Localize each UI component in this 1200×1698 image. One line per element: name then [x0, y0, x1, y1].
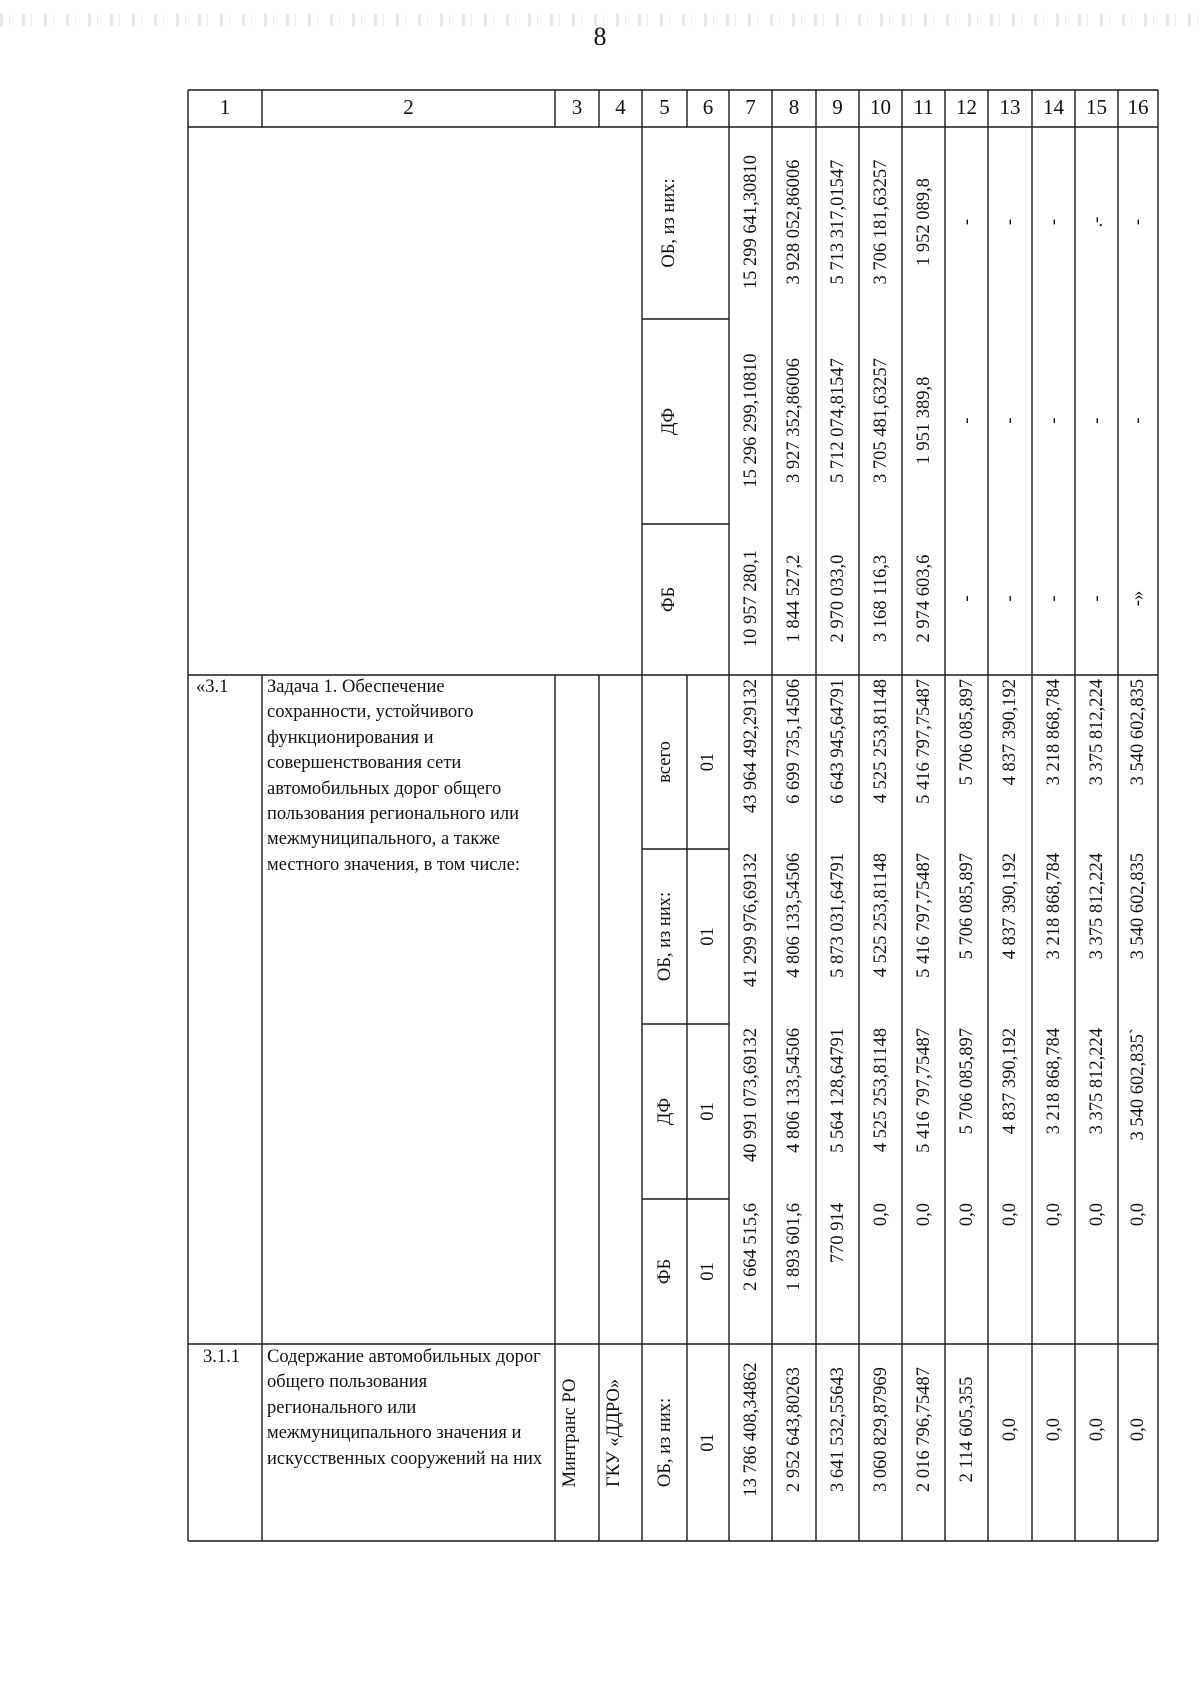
table-cell: 3 375 812,224: [1086, 853, 1107, 960]
table-cell: 3 218 868,784: [1043, 679, 1064, 786]
table-cell: .-: [1086, 216, 1107, 228]
table-cell: 6 699 735,14506: [784, 679, 804, 804]
table-cell: -: [1043, 218, 1064, 226]
fund-label: ОБ, из них:: [658, 178, 679, 268]
table-cell: 3 168 116,3: [870, 554, 891, 643]
table-cell: 1 952 089,8: [913, 178, 934, 266]
budget-code: 01: [698, 1102, 718, 1121]
table-cell: -: [1128, 417, 1148, 424]
table-cell: 2 114 605,355: [956, 1376, 977, 1483]
table-cell: -: [956, 417, 977, 424]
table-cell: 2 974 603,6: [913, 554, 934, 643]
table-cell: 40 991 073,69132: [740, 1028, 761, 1163]
fund-label: всего: [654, 741, 675, 783]
table-cell: 3 540 602,835: [1128, 853, 1148, 960]
table-cell: 13 786 408,34862: [740, 1362, 761, 1497]
table-cell: 0,0: [1128, 1417, 1148, 1442]
table-cell: 15 296 299,10810: [740, 353, 761, 488]
table-cell: 3 927 352,86006: [784, 358, 804, 483]
table-cell: 41 299 976,69132: [740, 853, 761, 988]
table-cell: 10 957 280,1: [740, 549, 761, 648]
table-cell: 2 970 033,0: [827, 554, 848, 643]
table-cell: 5 416 797,75487: [913, 679, 934, 804]
column-number: 9: [832, 95, 843, 119]
table-cell: -»: [1128, 590, 1148, 607]
table-cell: 3 218 868,784: [1043, 1028, 1064, 1135]
fund-label: ФБ: [654, 1258, 675, 1285]
table-cell: -: [1086, 417, 1107, 424]
column-number: 3: [571, 95, 583, 119]
fund-label: ОБ, из них:: [654, 891, 675, 982]
table-cell: 3 706 181,63257: [870, 159, 891, 285]
table-cell: 0,0: [1086, 1203, 1107, 1227]
table-cell: 2 664 515,6: [740, 1203, 761, 1291]
table-cell: 2 952 643,80263: [784, 1367, 804, 1492]
column-number: 4: [615, 95, 626, 119]
fund-label: ОБ, из них:: [654, 1397, 675, 1488]
table-cell: 4 837 390,192: [1000, 853, 1020, 960]
table-cell: 3 928 052,86006: [784, 159, 804, 285]
column-number: 15: [1086, 95, 1107, 119]
task-description: Задача 1. Обеспечение сохранности, устойчивого функционирования и совершенствования сети автомобильных дорог общего пользования регионального или межмуниципального, а также местного значения, в том числе:: [267, 677, 521, 875]
table-cell: -: [1000, 417, 1020, 424]
table-cell: 4 525 253,81148: [870, 679, 891, 804]
table-cell: -: [956, 595, 977, 602]
table-cell: 1 951 389,8: [913, 376, 934, 465]
column-number: 8: [788, 95, 800, 119]
table-cell: 0,0: [956, 1203, 977, 1227]
table-cell: -: [1043, 417, 1064, 424]
table-cell: 5 706 085,897: [956, 679, 977, 786]
table-cell: 5 416 797,75487: [913, 1028, 934, 1153]
table-cell: -: [1043, 595, 1064, 602]
table-cell: 0,0: [1043, 1203, 1064, 1227]
table-cell: 5 706 085,897: [956, 1028, 977, 1135]
table-cell: 3 375 812,224: [1086, 1028, 1107, 1135]
table-cell: -: [1086, 595, 1107, 602]
table-cell: 4 806 133,54506: [784, 853, 804, 978]
table-cell: 0,0: [1000, 1203, 1020, 1227]
fund-label: ДФ: [658, 407, 679, 436]
table-cell: 0,0: [1000, 1417, 1020, 1442]
column-number: 14: [1043, 95, 1064, 119]
table-cell: 3 375 812,224: [1086, 679, 1107, 786]
column-number: 10: [870, 95, 891, 119]
executor-label: Минтранс РО: [560, 1378, 580, 1488]
table-cell: 4 837 390,192: [1000, 1028, 1020, 1135]
fund-label: ДФ: [654, 1097, 675, 1126]
item-description: Содержание автомобильных дорог общего пользования регионального или межмуниципального значения и искусственных сооружений на них: [267, 1347, 543, 1469]
table-cell: 770 914: [827, 1203, 848, 1264]
column-number: 1: [219, 95, 231, 119]
table-cell: 1 844 527,2: [784, 554, 804, 643]
budget-code: 01: [698, 1433, 718, 1452]
table-cell: -: [1000, 218, 1020, 226]
table-cell: 5 713 317,01547: [827, 159, 848, 285]
task-code: «3.1: [196, 677, 229, 697]
table-cell: 4 806 133,54506: [784, 1028, 804, 1153]
page-number: 8: [593, 22, 607, 51]
column-number: 16: [1127, 95, 1149, 119]
table-cell: 6 643 945,64791: [827, 679, 848, 804]
table-cell: 4 837 390,192: [1000, 679, 1020, 786]
table-cell: 0,0: [1086, 1417, 1107, 1442]
table-cell: 5 712 074,81547: [827, 358, 848, 483]
table-cell: 3 641 532,55643: [827, 1367, 848, 1492]
table-cell: 3 540 602,835: [1128, 679, 1148, 786]
column-number: 7: [745, 95, 756, 119]
column-number: 6: [702, 95, 714, 119]
budget-code: 01: [698, 752, 718, 772]
table-cell: 5 564 128,64791: [827, 1028, 848, 1153]
table-cell: 15 299 641,30810: [740, 154, 761, 290]
table-cell: 1 893 601,6: [784, 1203, 804, 1291]
budget-code: 01: [698, 1262, 718, 1281]
table-cell: 2 016 796,75487: [913, 1367, 934, 1492]
table-cell: -: [1000, 595, 1020, 602]
table-cell: 5 873 031,64791: [827, 853, 848, 978]
column-number: 5: [659, 95, 670, 119]
table-cell: 0,0: [913, 1203, 934, 1227]
table-cell: 3 218 868,784: [1043, 853, 1064, 960]
column-number: 13: [999, 95, 1021, 119]
column-number: 12: [956, 95, 977, 119]
column-number: 2: [403, 95, 414, 119]
table-cell: -: [956, 218, 977, 226]
table-cell: 43 964 492,29132: [740, 679, 761, 814]
table-cell: 0,0: [870, 1203, 891, 1227]
table-cell: 3 060 829,87969: [870, 1367, 891, 1492]
table-cell: 0,0: [1043, 1417, 1064, 1442]
column-number: 11: [913, 95, 934, 119]
table-cell: 3 540 602,835`: [1128, 1028, 1148, 1141]
recipient-label: ГКУ «ДДРО»: [604, 1379, 624, 1488]
table-cell: 3 705 481,63257: [870, 358, 891, 483]
table-cell: 4 525 253,81148: [870, 1028, 891, 1153]
fund-label: ФБ: [658, 586, 679, 613]
table-cell: 4 525 253,81148: [870, 853, 891, 978]
table-cell: -: [1128, 218, 1148, 226]
item-code: 3.1.1: [203, 1347, 240, 1367]
table-cell: 5 416 797,75487: [913, 853, 934, 978]
budget-code: 01: [698, 927, 718, 946]
table-cell: 5 706 085,897: [956, 853, 977, 960]
table-cell: 0,0: [1128, 1203, 1148, 1227]
